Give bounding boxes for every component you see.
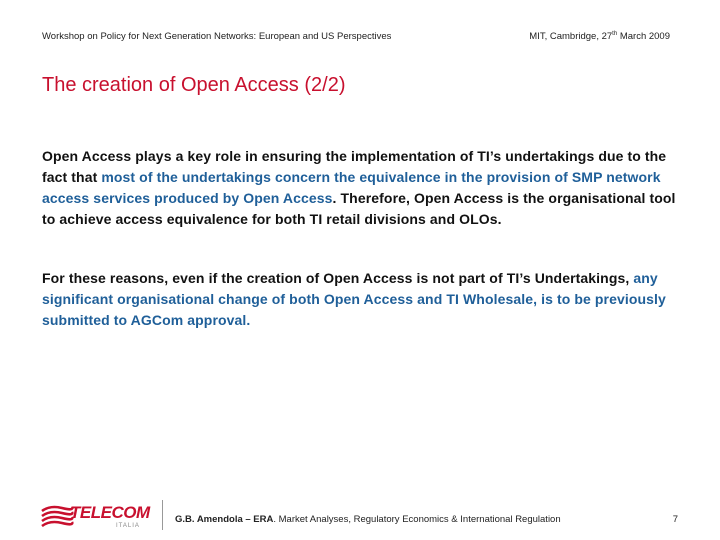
telecom-swoosh-icon: [40, 505, 74, 527]
paragraph-2-highlight: any significant organisational change of both Open Access and TI Wholesale, is to be previously submitted to AGCom approval.: [42, 270, 666, 328]
paragraph-1: [42, 146, 682, 230]
slide-title: The creation of Open Access (2/2): [42, 74, 346, 96]
logo-wordmark: TELECOM: [70, 503, 150, 522]
paragraph-2: [42, 268, 682, 331]
footer-credit: [175, 514, 561, 525]
telecom-italia-logo: [40, 501, 158, 531]
header-date-prefix: MIT, Cambridge, 27: [529, 31, 613, 42]
header-date-suffix: March 2009: [617, 31, 670, 42]
paragraph-1-text-b: . Therefore, Open Access is the organisational tool to achieve access equivalence for both TI retail divisions and OLOs.: [42, 190, 676, 227]
page-number: 7: [672, 514, 678, 525]
footer-department: . Market Analyses, Regulatory Economics & International Regulation: [273, 514, 561, 525]
header-event-title: Workshop on Policy for Next Generation Networks: European and US Perspectives: [42, 31, 392, 42]
paragraph-1-text-a: Open Access plays a key role in ensuring the implementation of TI’s undertakings due to the fact that: [42, 148, 667, 185]
logo-subtitle: ITALIA: [116, 523, 140, 529]
footer-divider: [162, 500, 163, 530]
header-location-date: [529, 31, 670, 42]
footer-author: G.B. Amendola – ERA: [175, 514, 274, 525]
paragraph-1-highlight: most of the undertakings concern the equivalence in the provision of SMP network access services produced by Open Access: [42, 169, 661, 206]
paragraph-2-text-a: For these reasons, even if the creation of Open Access is not part of TI’s Undertakings,: [42, 270, 634, 286]
header-date-ordinal: th: [612, 30, 618, 37]
